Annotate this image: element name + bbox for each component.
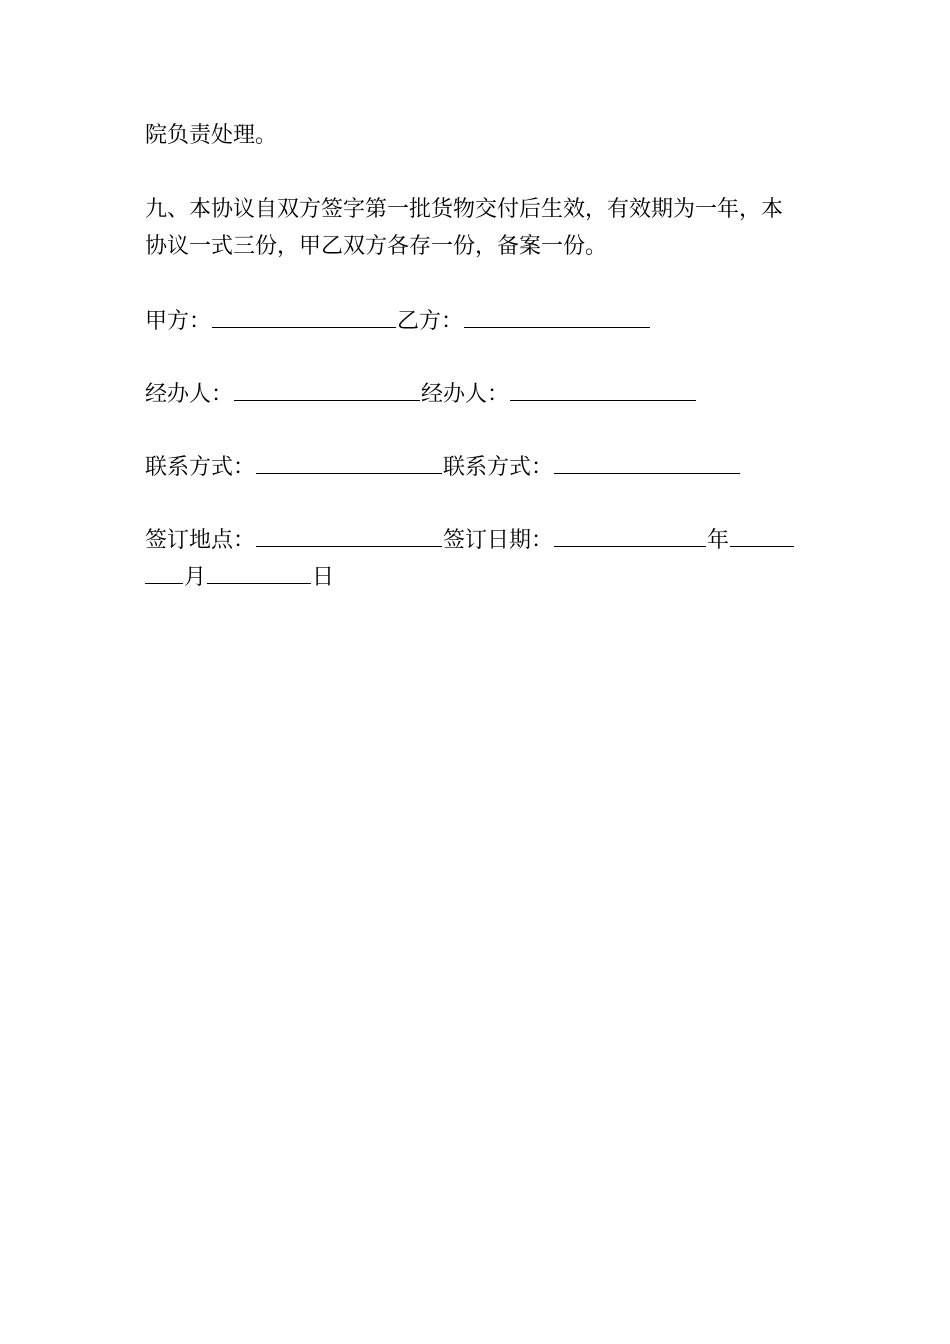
party-b-blank[interactable] (464, 305, 650, 328)
handler-a-label: 经办人： (145, 382, 234, 407)
clause-nine-line-1: 九、本协议自双方签字第一批货物交付后生效，有效期为一年，本 (145, 197, 784, 222)
contact-b-blank[interactable] (554, 451, 740, 474)
handler-b-label: 经办人： (421, 382, 510, 407)
day-label: 日 (312, 565, 335, 590)
sign-place-blank[interactable] (256, 524, 442, 547)
party-b-label: 乙方： (397, 309, 464, 334)
sign-place-label: 签订地点： (145, 528, 256, 553)
contact-a-label: 联系方式： (145, 455, 256, 480)
paragraph-continuation: 院负责处理。 (145, 123, 278, 148)
contact-a-blank[interactable] (256, 451, 442, 474)
sign-place-date-row (145, 524, 795, 556)
year-label: 年 (707, 528, 730, 553)
handler-a-blank[interactable] (234, 378, 420, 401)
contact-b-label: 联系方式： (443, 455, 554, 480)
day-blank[interactable] (207, 561, 311, 584)
month-blank-part-2[interactable] (145, 561, 183, 584)
party-row (145, 305, 651, 337)
contact-row (145, 451, 741, 483)
party-a-blank[interactable] (212, 305, 396, 328)
handler-b-blank[interactable] (510, 378, 696, 401)
sign-date-label: 签订日期： (443, 528, 554, 553)
handler-row (145, 378, 697, 410)
month-blank-part-1[interactable] (730, 524, 794, 547)
month-day-row (145, 561, 334, 593)
clause-nine-line-2: 协议一式三份，甲乙双方各存一份，备案一份。 (145, 234, 608, 259)
year-blank[interactable] (554, 524, 706, 547)
month-label: 月 (184, 565, 207, 590)
party-a-label: 甲方： (145, 309, 212, 334)
